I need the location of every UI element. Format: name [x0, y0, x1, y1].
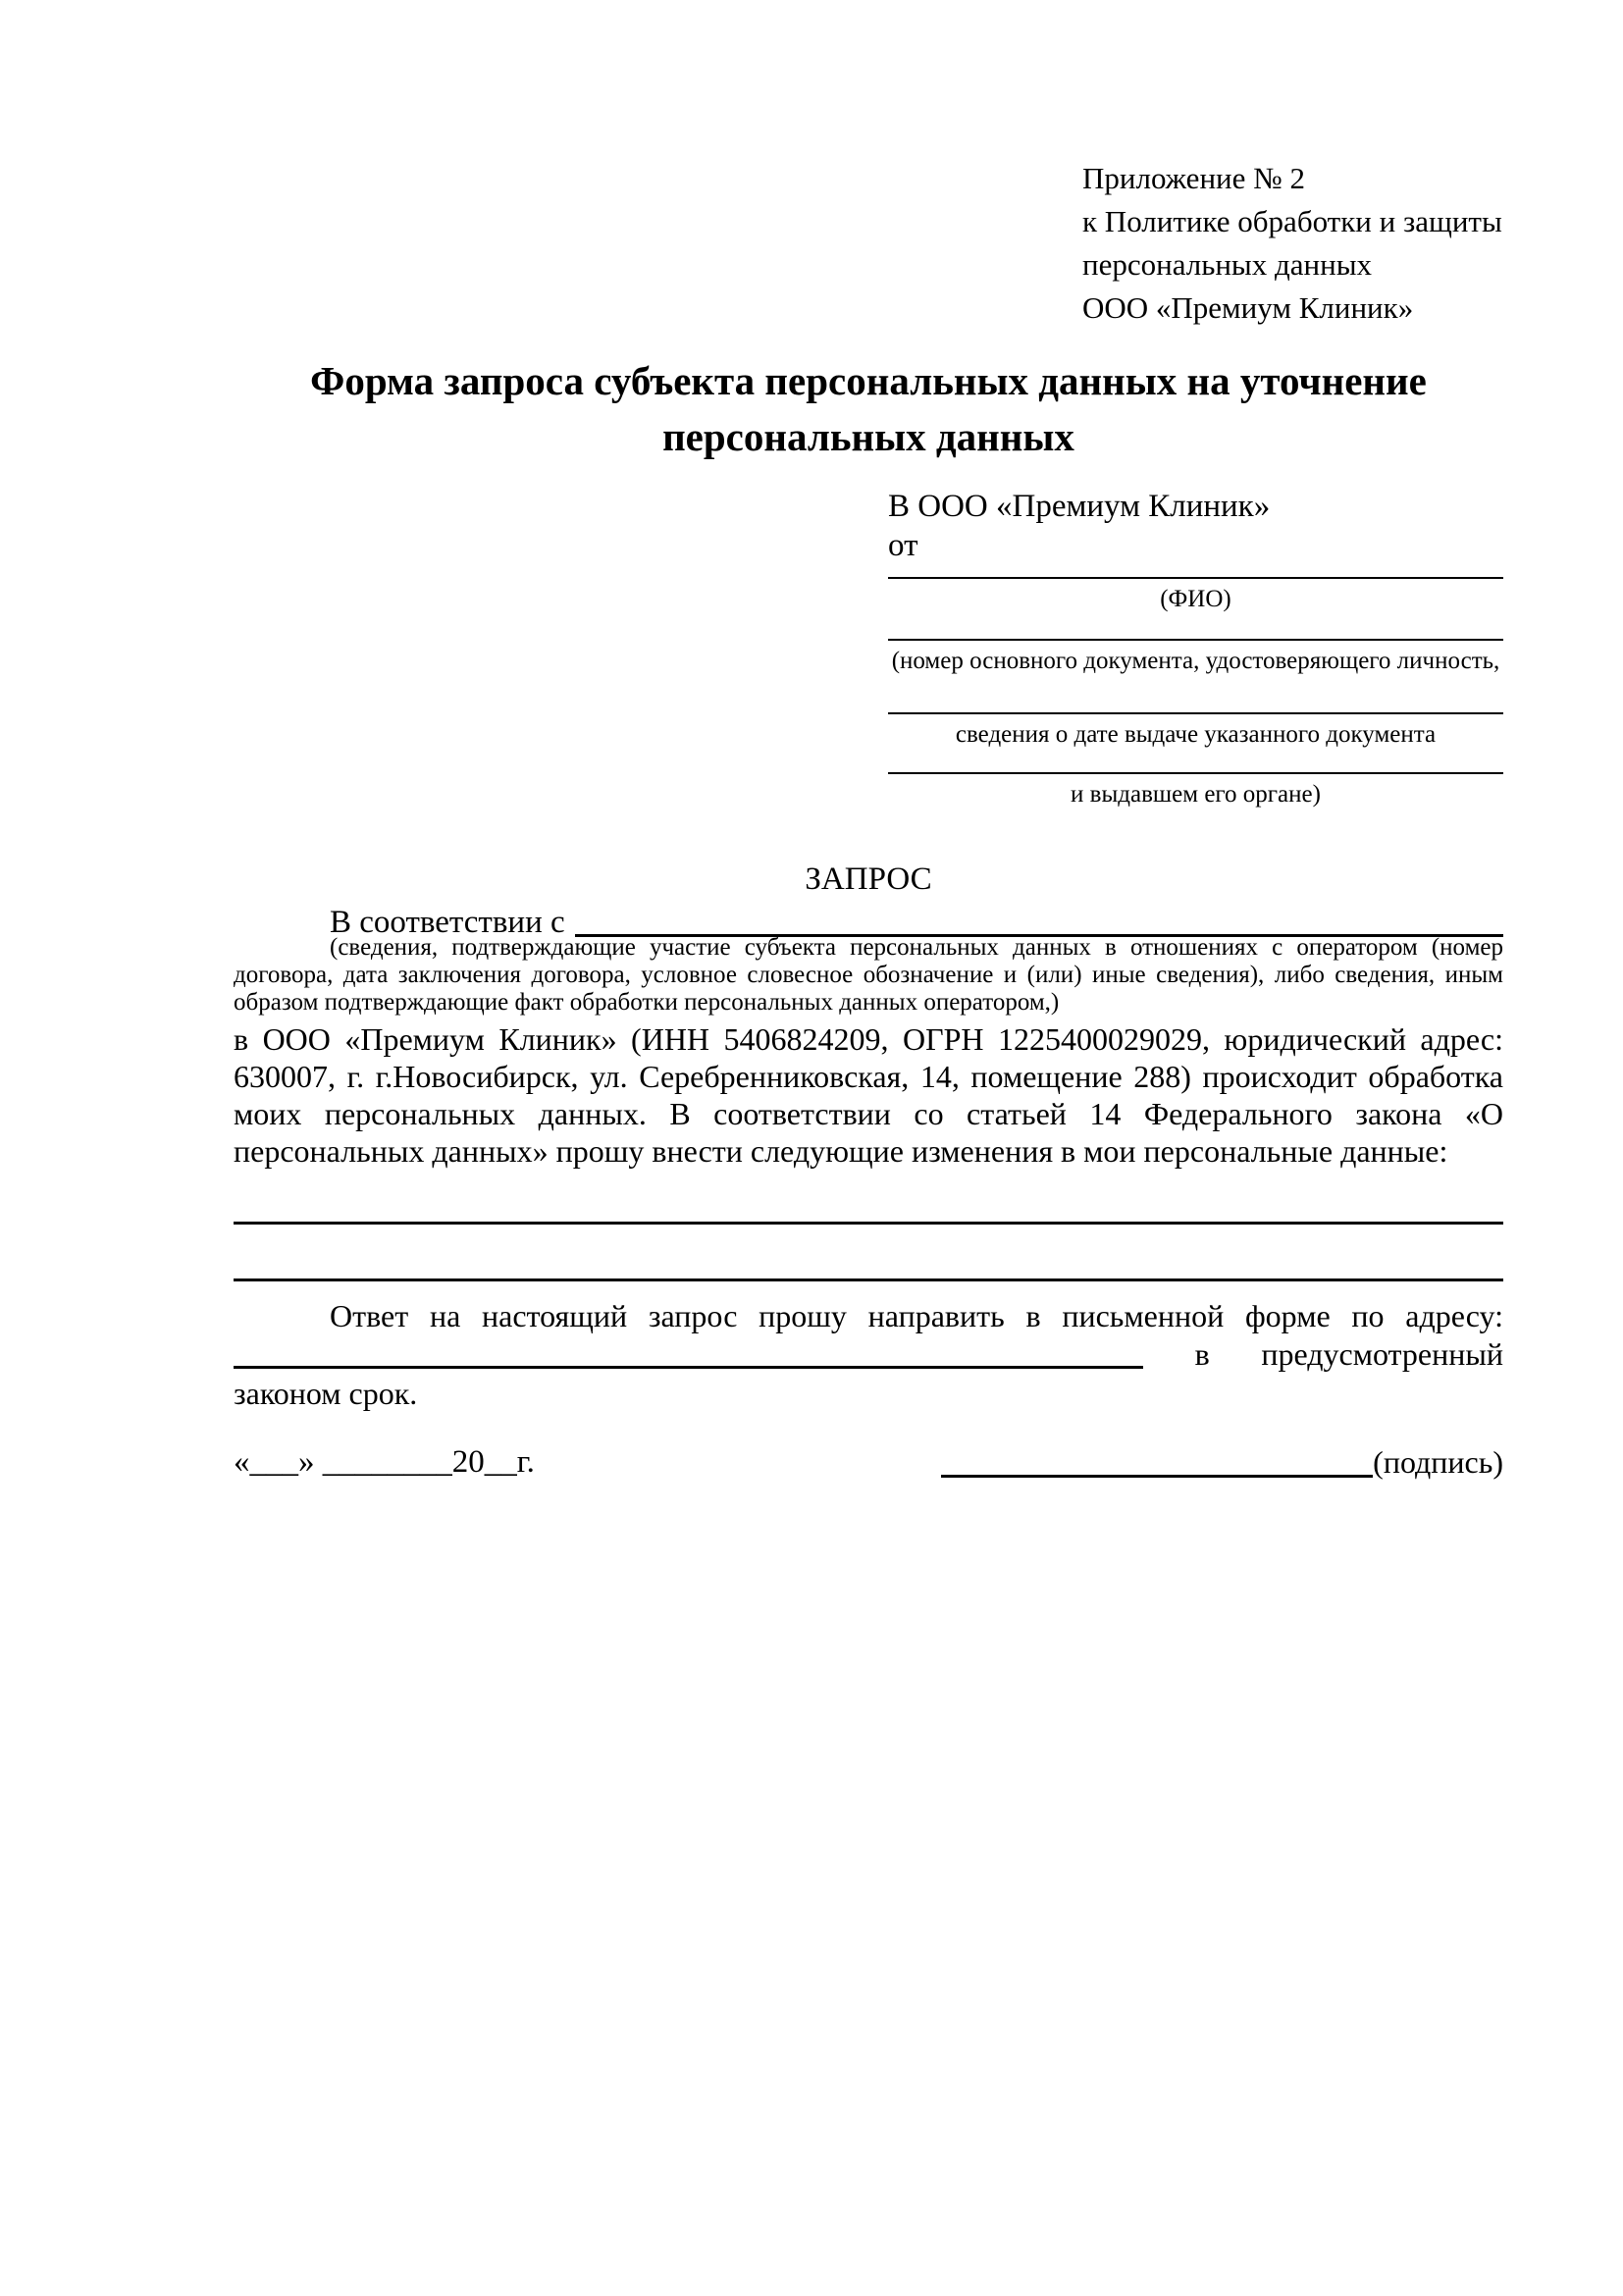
appendix-note — [1082, 157, 1502, 330]
basis-blank-line — [575, 903, 1503, 937]
signature-caption: (подпись) — [1373, 1444, 1503, 1480]
reply-word-v: в — [1194, 1336, 1210, 1372]
signature-block — [941, 1440, 1503, 1484]
reply-word-predusmotrennyy: предусмотренный — [1261, 1336, 1503, 1372]
reply-address-line: Ответ на настоящий запрос прошу направить в письменной форме по адресу: — [330, 1298, 1503, 1333]
changes-blank-line-1 — [234, 1222, 1503, 1225]
changes-blank-line-2 — [234, 1278, 1503, 1281]
address-blank-line — [234, 1334, 1143, 1369]
appendix-line-4: ООО «Премиум Клиник» — [1082, 290, 1414, 325]
document-title: Форма запроса субъекта персональных данных на уточнение персональных данных — [310, 358, 1427, 459]
request-body: в ООО «Премиум Клиник» (ИНН 5406824209, ОГРН 1225400029029, юридический адрес: 630007, г. г.Новосибирск, ул. Серебренниковская, 14, помещение 288) происходит обработка моих персональных данных. В соответствии со статьей 14 Федерального закона «О персональных данных» прошу внести следующие изменения в мои персональные данные: — [234, 1021, 1503, 1169]
addressee-block — [888, 487, 1503, 809]
addressee-from: от — [888, 528, 918, 563]
appendix-line-2: к Политике обработки и защиты — [1082, 204, 1502, 238]
signature-blank-line — [941, 1440, 1373, 1478]
fio-blank-line — [888, 565, 1503, 579]
fio-caption: (ФИО) — [1160, 586, 1231, 612]
issue-date-caption: сведения о дате выдаче указанного документа — [955, 721, 1437, 748]
document-number-blank-line — [888, 614, 1503, 641]
addressee-to: В ООО «Премиум Клиник» — [888, 489, 1271, 524]
document-number-caption: (номер основного документа, удостоверяющего личность, — [891, 648, 1500, 674]
appendix-line-1: Приложение № 2 — [1082, 161, 1305, 195]
date-blank: «___» ________20__г. — [234, 1444, 535, 1480]
appendix-line-3: персональных данных — [1082, 247, 1373, 282]
issue-date-blank-line — [888, 676, 1503, 714]
issuing-authority-blank-line — [888, 750, 1503, 774]
request-heading: ЗАПРОС — [805, 861, 932, 897]
reply-address-blank-row — [234, 1334, 1503, 1374]
issuing-authority-caption: и выдавшем его органе) — [1071, 781, 1321, 808]
basis-caption: (сведения, подтверждающие участие субъекта персональных данных в отношениях с оператором (номер договора, дата заключения договора, условное словесное обозначение и (или) иные сведения), либо сведения, иным образом подтверждающие факт обработки персональных данных оператором,) — [234, 934, 1503, 1016]
basis-prefix: В соответствии с — [330, 905, 565, 940]
reply-term-line: законом срок. — [234, 1376, 418, 1411]
